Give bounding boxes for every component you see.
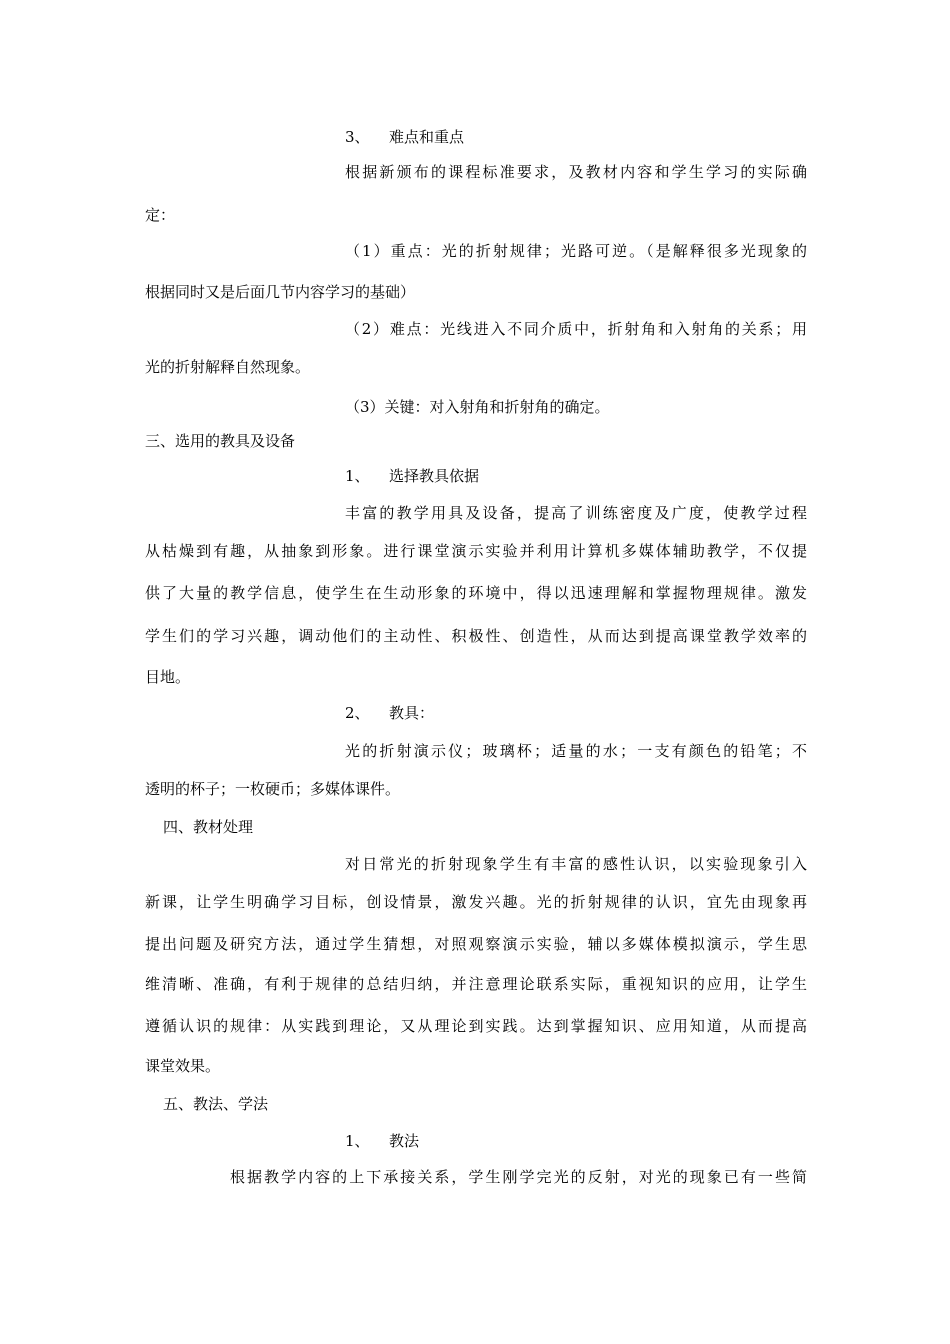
paragraph-line: 课堂效果。	[145, 1057, 221, 1075]
paragraph-line: 从枯燥到有趣，从抽象到形象。进行课堂演示实验并利用计算机多媒体辅助教学，不仅提	[145, 542, 807, 560]
subheading-tool-basis	[345, 465, 479, 487]
section-heading-3: 三、选用的教具及设备	[145, 432, 296, 450]
list-item-key-point-cont: 根据同时又是后面几节内容学习的基础）	[145, 283, 416, 301]
subheading-number: 1、	[345, 467, 370, 485]
paragraph-line: 学生们的学习兴趣，调动他们的主动性、积极性、创造性，从而达到提高课堂教学效率的	[145, 627, 807, 645]
paragraph-line: 提出问题及研究方法，通过学生猜想，对照观察演示实验，辅以多媒体模拟演示，学生思	[145, 935, 807, 953]
subheading-title: 选择教具依据	[389, 467, 480, 485]
paragraph-line: 根据新颁布的课程标准要求，及教材内容和学生学习的实际确	[345, 163, 807, 181]
section-heading-5: 五、教法、学法	[163, 1095, 269, 1113]
list-item-difficulty-cont: 光的折射解释自然现象。	[145, 358, 311, 376]
subheading-difficulty	[345, 126, 464, 148]
list-item-key-point: （1）重点：光的折射规律；光路可逆。（是解释很多光现象的	[345, 242, 807, 260]
paragraph-line: 光的折射演示仪；玻璃杯；适量的水；一支有颜色的铅笔；不	[345, 742, 807, 760]
paragraph-line: 遵循认识的规律：从实践到理论，又从理论到实践。达到掌握知识、应用知道，从而提高	[145, 1017, 807, 1035]
subheading-tools	[345, 702, 434, 724]
subheading-title: 教具：	[389, 704, 435, 722]
paragraph-line: 根据教学内容的上下承接关系，学生刚学完光的反射，对光的现象已有一些简	[230, 1168, 807, 1186]
subheading-title: 难点和重点	[389, 128, 465, 146]
paragraph-line: 供了大量的教学信息，使学生在生动形象的环境中，得以迅速理解和掌握物理规律。激发	[145, 584, 807, 602]
paragraph-line: 新课，让学生明确学习目标，创设情景，激发兴趣。光的折射规律的认识，宜先由现象再	[145, 893, 807, 911]
paragraph-line: 对日常光的折射现象学生有丰富的感性认识，以实验现象引入	[345, 855, 807, 873]
subheading-number: 2、	[345, 704, 370, 722]
subheading-title: 教法	[389, 1132, 420, 1150]
subheading-teaching-method	[345, 1130, 419, 1152]
paragraph-line: 目地。	[145, 668, 191, 686]
subheading-number: 1、	[345, 1132, 370, 1150]
paragraph-line: 丰富的教学用具及设备，提高了训练密度及广度，使教学过程	[345, 504, 807, 522]
section-heading-4: 四、教材处理	[163, 818, 254, 836]
subheading-number: 3、	[345, 128, 370, 146]
list-item-key: （3）关键：对入射角和折射角的确定。	[345, 398, 610, 416]
paragraph-line: 定：	[145, 206, 176, 224]
paragraph-line: 透明的杯子；一枚硬币；多媒体课件。	[145, 780, 401, 798]
paragraph-line: 维清晰、准确，有利于规律的总结归纳，并注意理论联系实际，重视知识的应用，让学生	[145, 975, 807, 993]
list-item-difficulty: （2）难点：光线进入不同介质中，折射角和入射角的关系；用	[345, 320, 807, 338]
